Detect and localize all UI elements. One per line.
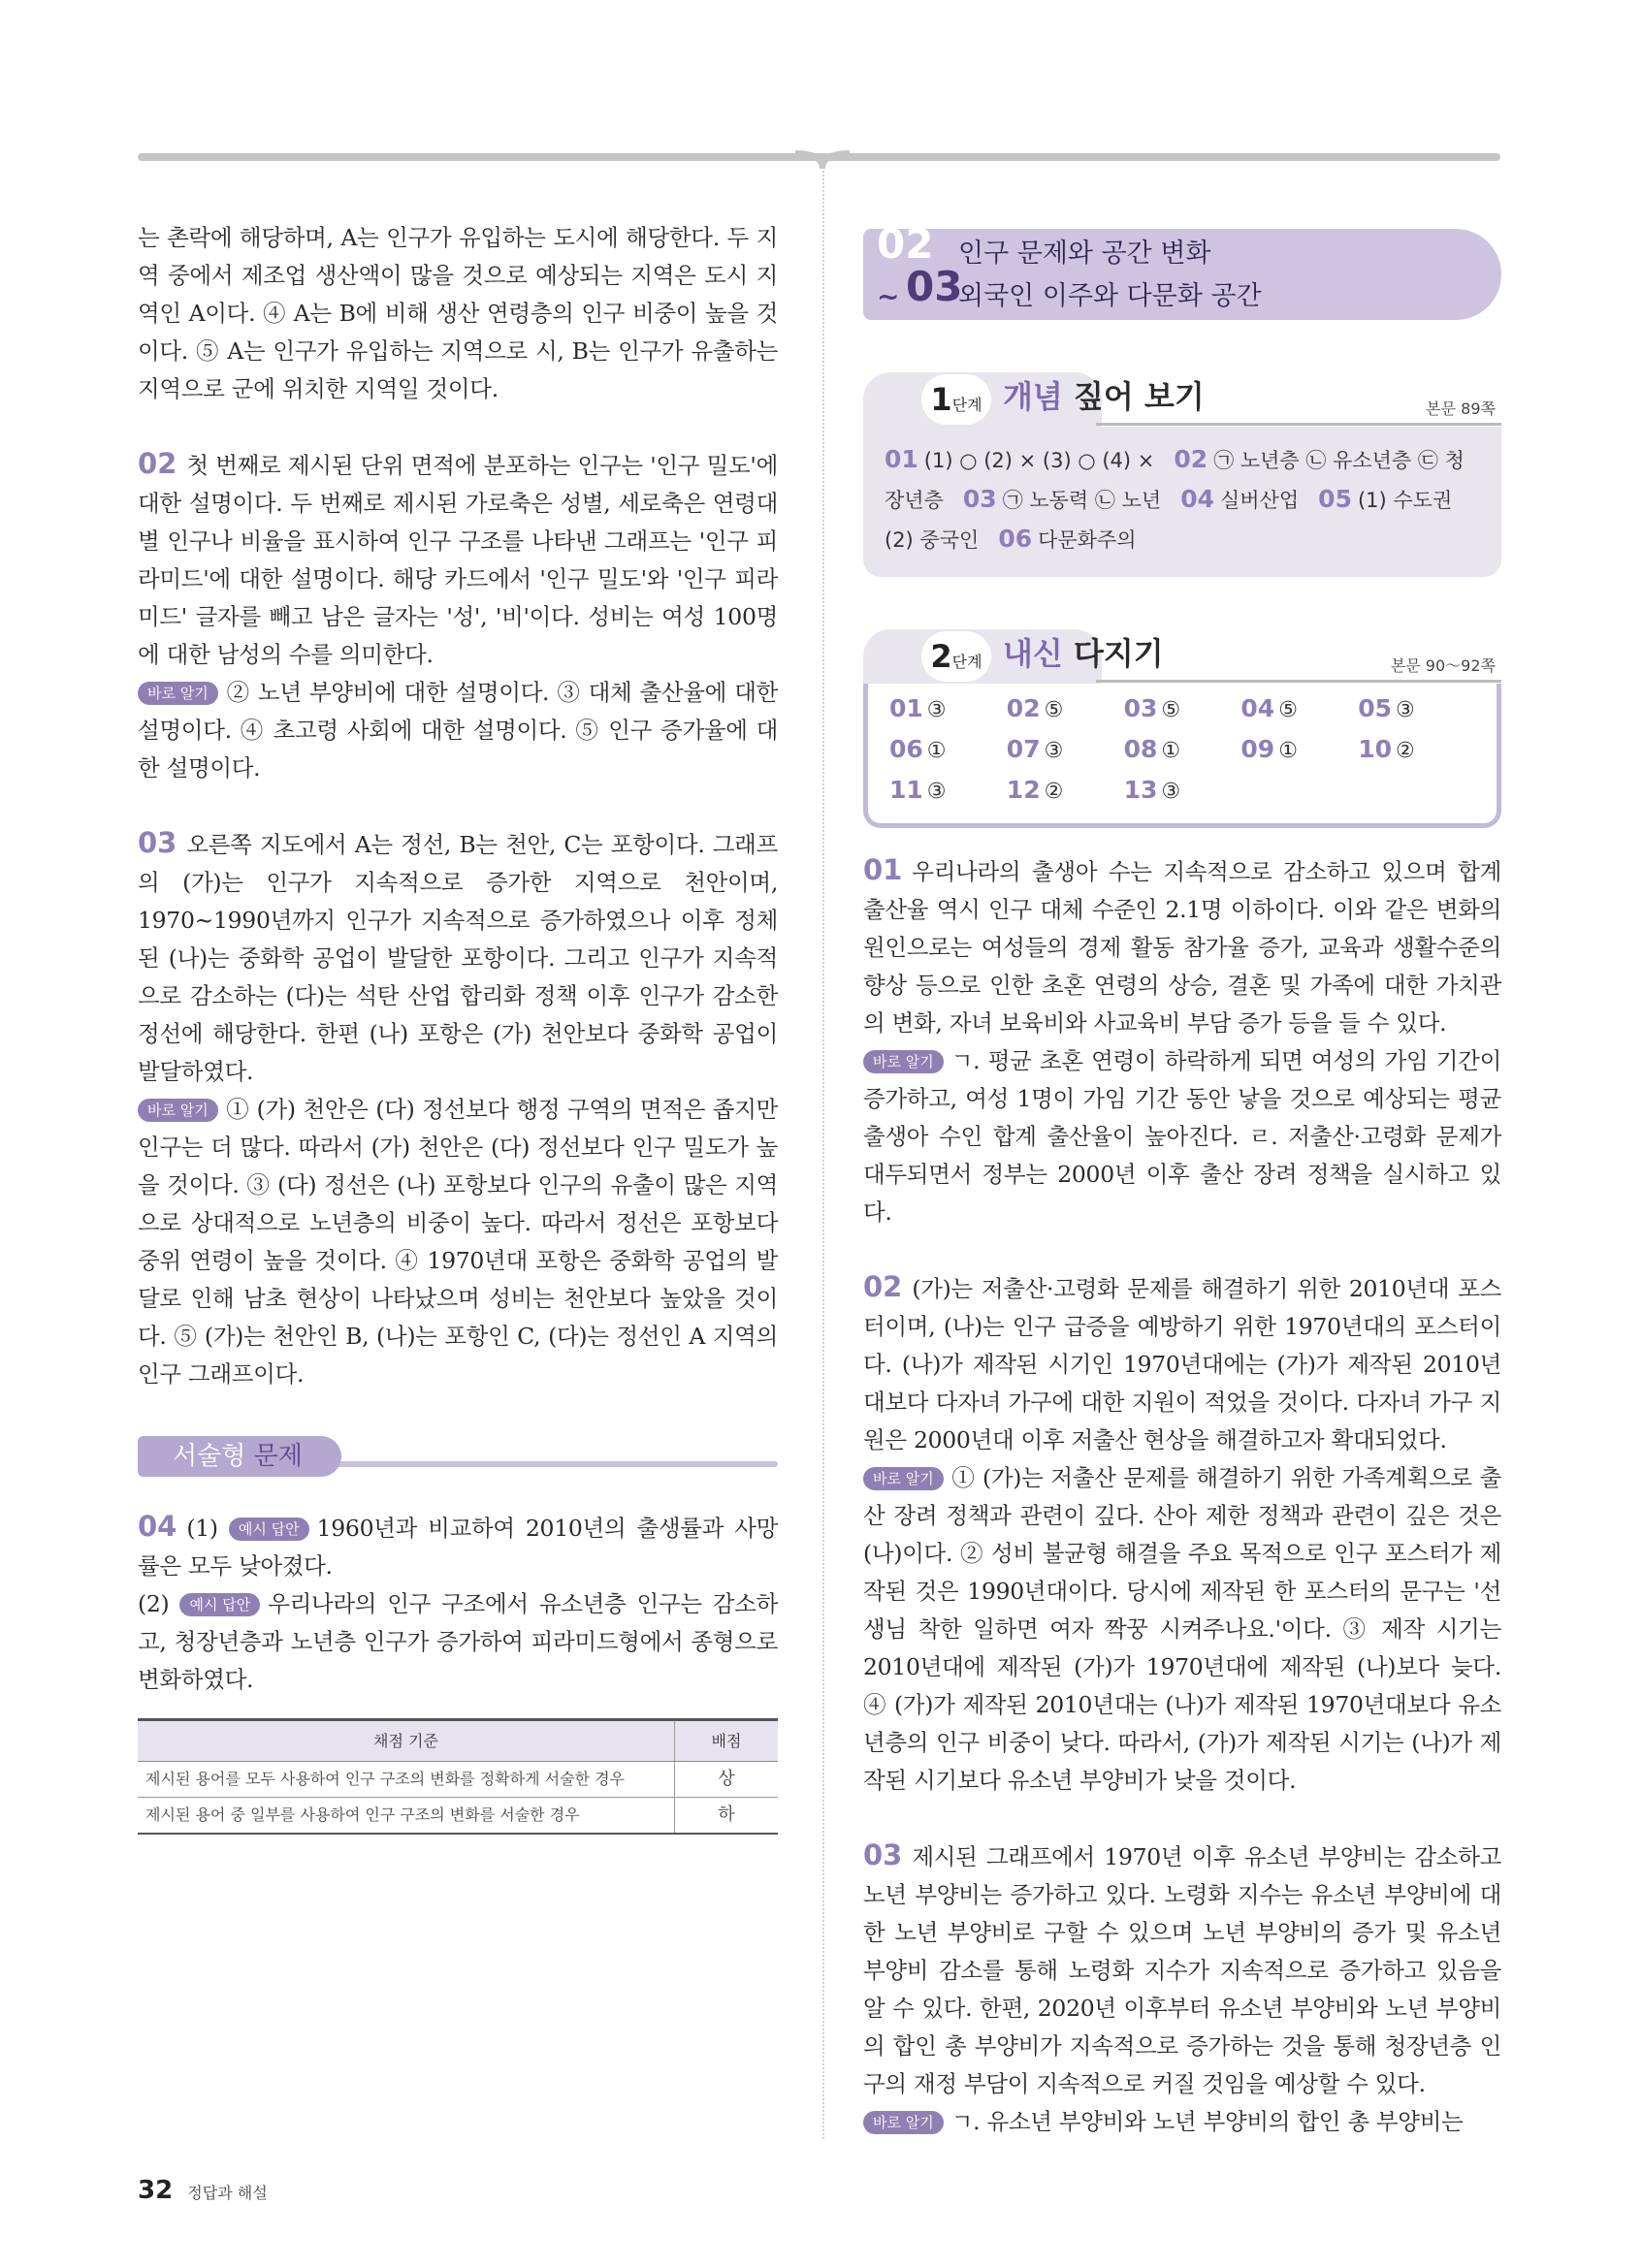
step1-header <box>863 370 1501 427</box>
correction-text: ① (가) 천안은 (다) 정선보다 행정 구역의 면적은 좁지만 인구는 더 많다. 따라서 (가) 천안은 (다) 정선보다 인구 밀도가 높을 것이다. ③ (다) 정선은 (나) 포항보다 인구의 유출이 많은 지역으로 상대적으로 노년층의 비중이 높다. 따라서 정선은 포항보다 중위 연령이 높을 것이다. ④ 1970년대 포항은 중화학 공업의 발달로 인해 남초 현상이 나타났으며 성비는 천안보다 높았을 것이다. ⑤ (가)는 천안인 B, (나)는 포항인 C, (다)는 정선인 A 지역의 인구 그래프이다. <box>138 1096 778 1388</box>
answer-value: (1) ○ (2) × (3) ○ (4) × <box>923 449 1155 472</box>
section-title-line <box>332 1461 778 1467</box>
correction-text: ① (가)는 저출산 문제를 해결하기 위한 가족계획으로 출산 장려 정책과 관련이 깊다. 산아 제한 정책과 관련이 깊은 것은 (나)이다. ② 성비 불균형 해결을 주요 목적으로 인구 포스터가 제작된 것은 1990년대이다. 당시에 제작된 한 포스터의 문구는 '선생님 착한 일하면 여자 짝꿍 시켜주나요.'이다. ③ 제작 시기는 2010년대에 제작된 (가)가 1970년대에 제작된 (나)보다 늦다. ④ (가)가 제작된 2010년대는 (나)가 제작된 1970년대보다 유소년층의 인구 비중이 낮다. 따라서, (가)가 제작된 시기는 (나)가 제작된 시기보다 유소년 부양비가 낮을 것이다. <box>863 1464 1501 1794</box>
answer-key: 03 <box>962 485 997 513</box>
right-question-02 <box>863 1268 1501 1459</box>
section-title <box>138 1436 778 1481</box>
answer-cell: 10 ② <box>1358 735 1415 763</box>
right-question-01 <box>863 851 1501 1042</box>
answer-cell: 12 ② <box>1006 776 1064 804</box>
question-04-part1 <box>138 1508 778 1585</box>
right-column <box>863 220 1501 2141</box>
step1-underline <box>1096 423 1501 426</box>
answer-key: 02 <box>1174 445 1208 473</box>
answer-value: ㉠ 노년층 ㉡ 유소년층 ㉢ 청장년층 <box>885 449 1465 512</box>
step2-header <box>863 627 1501 684</box>
column-divider <box>822 171 824 2139</box>
column-header-criterion: 채점 기준 <box>138 1720 675 1762</box>
answer-text: 우리나라의 인구 구조에서 유소년층 인구는 감소하고, 청장년층과 노년층 인구가 증가하여 피라미드형에서 종형으로 변화하였다. <box>138 1590 778 1693</box>
grading-table <box>138 1718 778 1835</box>
answer-key: 04 <box>1180 485 1214 513</box>
criterion-cell: 제시된 용어 중 일부를 사용하여 인구 구조의 변화를 서술한 경우 <box>138 1798 675 1835</box>
right-question-02-correction <box>863 1459 1501 1800</box>
answer-cell: 05 ③ <box>1358 694 1415 722</box>
chapter-title-2: 외국인 이주와 다문화 공간 <box>958 281 1262 311</box>
answer-cell: 03 ⑤ <box>1123 694 1181 722</box>
table-row <box>138 1798 778 1835</box>
question-04-part2 <box>138 1585 778 1699</box>
chapter-range-tilde: ~ <box>877 280 900 312</box>
question-number: 04 <box>138 1510 177 1543</box>
top-bar-notch <box>795 147 850 171</box>
left-column <box>138 219 778 1835</box>
criterion-cell: 제시된 용어를 모두 사용하여 인구 구조의 변화를 정확하게 서술한 경우 <box>138 1762 675 1798</box>
step2-underline <box>1096 680 1501 683</box>
question-03 <box>138 824 778 1091</box>
question-03-correction <box>138 1091 778 1393</box>
answer-key: 01 <box>885 445 918 473</box>
answer-cell: 01 ③ <box>889 694 947 722</box>
right-question-01-correction <box>863 1042 1501 1231</box>
answer-value: (1) 수도권 (2) 중국인 <box>885 489 1453 552</box>
step1-badge: 1단계 <box>921 374 991 425</box>
column-header-grade: 배점 <box>675 1720 779 1762</box>
step1-title: 개념 짚어 보기 <box>1003 378 1205 415</box>
answer-cell: 07 ③ <box>1006 735 1064 763</box>
intro-paragraph: 는 촌락에 해당하며, A는 인구가 유입하는 도시에 해당한다. 두 지역 중에서 제조업 생산액이 많을 것으로 예상되는 지역은 도시 지역인 A이다. ④ A는 B에 비해 생산 연령층의 인구 비중이 높을 것이다. ⑤ A는 인구가 유입하는 지역으로 시, B는 인구가 유출하는 지역으로 군에 위치한 지역일 것이다. <box>138 224 778 402</box>
question-text: (가)는 저출산·고령화 문제를 해결하기 위한 2010년대 포스터이며, (나)는 인구 급증을 예방하기 위한 1970년대의 포스터이다. (나)가 제작된 시기인 1970년대에는 (가)가 제작된 2010년대보다 다자녀 가구에 대한 지원이 적었을 것이다. 다자녀 가구 지원은 2000년대 이후 저출산 현상을 해결하고자 확대되었다. <box>863 1275 1501 1453</box>
question-text: 오른쪽 지도에서 A는 정선, B는 천안, C는 포항이다. 그래프의 (가)는 인구가 지속적으로 증가한 지역으로 천안이며, 1970~1990년까지 인구가 지속적으로 증가하였으나 이후 정체된 (나)는 중화학 공업이 발달한 포항이다. 그리고 인구가 지속적으로 감소하는 (다)는 석탄 산업 합리화 정책 이후 인구가 감소한 정선에 해당한다. 한편 (나) 포항은 (가) 천안보다 중화학 공업이 발달하였다. <box>138 831 778 1085</box>
answer-cell: 09 ① <box>1240 735 1298 763</box>
answer-value: 다문화주의 <box>1038 528 1137 552</box>
question-text: 첫 번째로 제시된 단위 면적에 분포하는 인구는 '인구 밀도'에 대한 설명이다. 두 번째로 제시된 가로축은 성별, 세로축은 연령대별 인구나 비율을 표시하여 인구 구조를 나타낸 그래프는 '인구 피라미드'에 대한 설명이다. 해당 카드에서 '인구 밀도'와 '인구 피라미드' 글자를 빼고 남은 글자는 '성', '비'이다. 성비는 여성 100명에 대한 남성의 수를 의미한다. <box>138 452 778 668</box>
part-prefix: (1) <box>186 1515 218 1542</box>
question-number: 02 <box>138 447 177 480</box>
table-header-row <box>138 1720 778 1762</box>
answer-cell: 11 ③ <box>889 776 947 804</box>
step1-page-ref: 본문 89쪽 <box>1426 399 1496 418</box>
question-number: 03 <box>138 826 177 859</box>
question-text: 제시된 그래프에서 1970년 이후 유소년 부양비는 감소하고 노년 부양비는 증가하고 있다. 노령화 지수는 유소년 부양비에 대한 노년 부양비로 구할 수 있으며 노년 부양비의 증가 및 유소년 부양비 감소를 통해 노령화 지수가 지속적으로 증가하고 있음을 알 수 있다. 한편, 2020년 이후부터 유소년 부양비와 노년 부양비의 합인 총 부양비가 지속적으로 증가하는 것을 통해 청장년층 인구의 재정 부담이 지속적으로 커질 것임을 예상할 수 있다. <box>863 1843 1501 2097</box>
answer-cell: 08 ① <box>1123 735 1181 763</box>
chapter-number-start: 02 <box>877 220 934 268</box>
section-title-b: 문제 <box>253 1442 303 1471</box>
chapter-number-end: 03 <box>906 263 963 310</box>
answer-badge: 예시 답안 <box>179 1593 260 1616</box>
chapter-title-1: 인구 문제와 공간 변화 <box>958 239 1211 269</box>
correction-badge: 바로 알기 <box>863 1467 944 1490</box>
chapter-header <box>863 220 1501 320</box>
section-title-pill <box>138 1436 341 1477</box>
correction-text: ② 노년 부양비에 대한 설명이다. ③ 대체 출산율에 대한 설명이다. ④ 초고령 사회에 대한 설명이다. ⑤ 인구 증가율에 대한 설명이다. <box>138 679 778 782</box>
question-number: 02 <box>863 1270 903 1303</box>
correction-badge: 바로 알기 <box>863 2111 944 2134</box>
right-question-03-correction <box>863 2103 1501 2141</box>
correction-badge: 바로 알기 <box>138 1099 218 1122</box>
step2-answer-grid <box>889 689 1475 812</box>
page-footer <box>138 2176 268 2205</box>
answer-key: 06 <box>998 525 1033 553</box>
answer-key: 05 <box>1318 485 1352 513</box>
question-number: 01 <box>863 853 903 886</box>
correction-text: ㄱ. 평균 초혼 연령이 하락하게 되면 여성의 가임 기간이 증가하고, 여성 1명이 가임 기간 동안 낳을 것으로 예상되는 평균 출생아 수인 합계 출산율이 높아진다. ㄹ. 저출산·고령화 문제가 대두되면서 정부는 2000년 이후 출산 장려 정책을 실시하고 있다. <box>863 1047 1501 1226</box>
part-prefix: (2) <box>138 1590 170 1617</box>
answer-value: ㉠ 노동력 ㉡ 노년 <box>1002 489 1162 512</box>
correction-badge: 바로 알기 <box>863 1050 944 1073</box>
correction-badge: 바로 알기 <box>138 682 218 705</box>
page-number: 32 <box>138 2176 174 2205</box>
right-question-03 <box>863 1837 1501 2103</box>
answer-badge: 예시 답안 <box>229 1517 309 1541</box>
question-02 <box>138 445 778 674</box>
answer-cell: 04 ⑤ <box>1240 694 1298 722</box>
answer-cell: 02 ⑤ <box>1006 694 1064 722</box>
question-02-correction <box>138 674 778 787</box>
correction-text: ㄱ. 유소년 부양비와 노년 부양비의 합인 총 부양비는 <box>950 2108 1464 2135</box>
section-title-a: 서술형 <box>173 1442 246 1471</box>
answer-value: 실버산업 <box>1219 489 1300 512</box>
grade-cell: 하 <box>675 1798 779 1835</box>
answer-cell: 06 ① <box>889 735 947 763</box>
answer-text: 1960년과 비교하여 2010년의 출생률과 사망률은 모두 낮아졌다. <box>138 1515 778 1580</box>
footer-label: 정답과 해설 <box>187 2184 268 2202</box>
question-number: 03 <box>863 1838 903 1871</box>
table-row <box>138 1762 778 1798</box>
step2-title: 내신 다지기 <box>1003 635 1164 672</box>
step2-badge: 2단계 <box>921 631 991 682</box>
grade-cell: 상 <box>675 1762 779 1798</box>
answer-cell: 13 ③ <box>1123 776 1181 804</box>
step2-answer-box <box>863 684 1501 828</box>
question-text: 우리나라의 출생아 수는 지속적으로 감소하고 있으며 합계 출산율 역시 인구 대체 수준인 2.1명 이하이다. 이와 같은 변화의 원인으로는 여성들의 경제 활동 참가율 증가, 교육과 생활수준의 향상 등으로 인한 초혼 연령의 상승, 결혼 및 가족에 대한 가치관의 변화, 자녀 보육비와 사교육비 부담 증가 등을 들 수 있다. <box>863 858 1501 1037</box>
step2-page-ref: 본문 90～92쪽 <box>1390 656 1496 675</box>
step1-answer-box <box>863 427 1501 577</box>
